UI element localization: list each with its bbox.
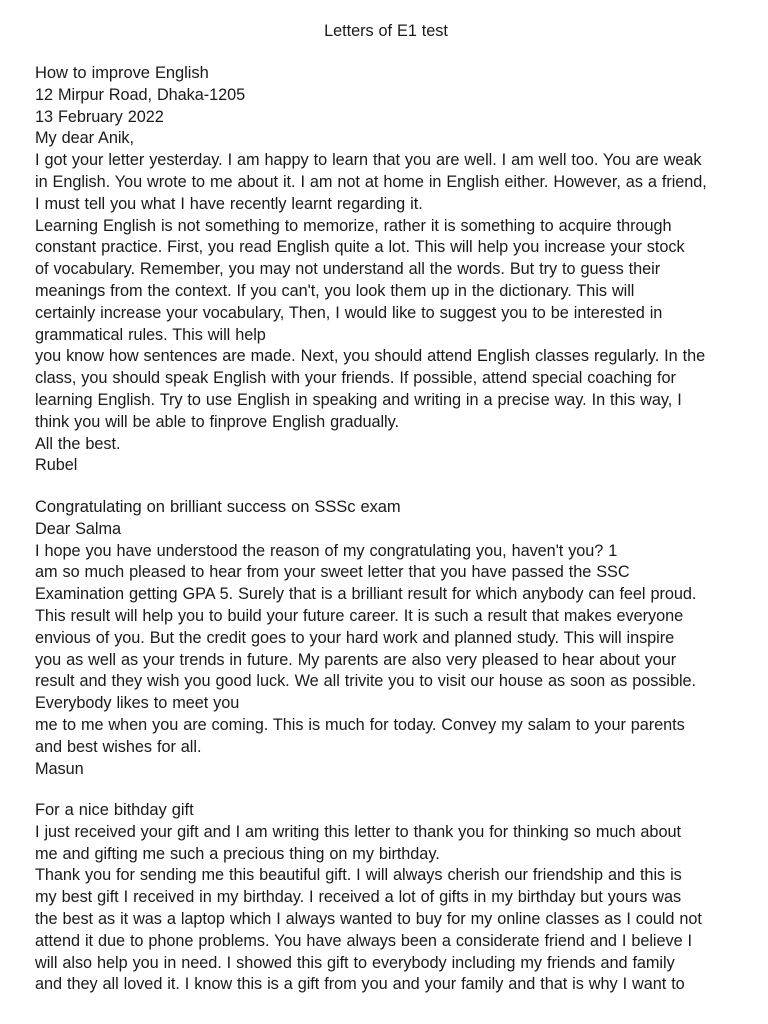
letter-line: me to me when you are coming. This is much for today. Convey my salam to your parents (35, 715, 685, 734)
letter-line: Everybody likes to meet you (35, 694, 240, 713)
letter-line: 12 Mirpur Road, Dhaka-1205 (35, 85, 246, 104)
letter-line: think you will be able to finprove English gradually. (35, 412, 399, 431)
document-title: Letters of E1 test (324, 22, 448, 40)
letter-line: certainly increase your vocabulary, Then, I would like to suggest you to be interested in (35, 303, 663, 322)
letter-line: I just received your gift and I am writing this letter to thank you for thinking so much about (35, 822, 681, 841)
letter-line: grammatical rules. This will help (35, 325, 266, 344)
letter-heading: Congratulating on brilliant success on SSSc exam (35, 498, 401, 516)
letter-heading: How to improve English (35, 64, 209, 82)
letter-line: attend it due to phone problems. You have always been a considerate friend and I believe I (35, 931, 693, 950)
letter-line: the best as it was a laptop which I always wanted to buy for my online classes as I could not (35, 909, 702, 928)
letter-line: I must tell you what I have recently learnt regarding it. (35, 194, 423, 213)
letter-line: I got your letter yesterday. I am happy to learn that you are well. I am well too. You are weak (35, 151, 702, 170)
letter-line: result and they wish you good luck. We all trivite you to visit our house as soon as possible. (35, 672, 697, 691)
letter-signature: Rubel (35, 456, 78, 475)
letter-line: Dear Salma (35, 519, 121, 538)
letter-line: All the best. (35, 434, 121, 453)
letter-line: Thank you for sending me this beautiful gift. I will always cherish our friendship and this is (35, 866, 682, 885)
letter-line: Learning English is not something to memorize, rather it is something to acquire through (35, 216, 672, 235)
letter-line: constant practice. First, you read English quite a lot. This will help you increase your stock (35, 238, 685, 257)
letter-heading: For a nice bithday gift (35, 801, 194, 819)
letter-line: Examination getting GPA 5. Surely that is a brilliant result for which anybody can feel proud. (35, 585, 697, 604)
letter-line: class, you should speak English with your friends. If possible, attend special coaching for (35, 369, 676, 388)
letter-line: you know how sentences are made. Next, you should attend English classes regularly. In the (35, 347, 706, 366)
letter-birthday-gift (35, 800, 702, 996)
letter-line: This result will help you to build your future career. It is such a result that makes everyone (35, 606, 684, 625)
letter-line: you as well as your trends in future. My parents are also very pleased to hear about your (35, 650, 677, 669)
letter-congratulating-success (35, 497, 696, 780)
letter-line: of vocabulary. Remember, you may not understand all the words. But try to guess their (35, 260, 661, 279)
letter-line: and best wishes for all. (35, 737, 202, 756)
letter-line: will also help you in need. I showed this gift to everybody including my friends and family (35, 953, 675, 972)
letter-improve-english (35, 63, 707, 477)
letter-line: learning English. Try to use English in speaking and writing in a precise way. In this way, I (35, 390, 682, 409)
letter-line: and they all loved it. I know this is a gift from you and your family and that is why I want to (35, 975, 685, 994)
letter-line: me and gifting me such a precious thing on my birthday. (35, 844, 440, 863)
letter-line: my best gift I received in my birthday. I received a lot of gifts in my birthday but yours was (35, 888, 682, 907)
letter-line: 13 February 2022 (35, 107, 164, 126)
letter-line: My dear Anik, (35, 129, 134, 148)
letter-signature: Masun (35, 759, 84, 778)
letter-line: meanings from the context. If you can't, you look them up in the dictionary. This will (35, 281, 635, 300)
letter-line: am so much pleased to hear from your sweet letter that you have passed the SSC (35, 563, 630, 582)
letter-line: I hope you have understood the reason of my congratulating you, haven't you? 1 (35, 541, 618, 560)
letter-line: in English. You wrote to me about it. I am not at home in English either. However, as a friend, (35, 172, 707, 191)
letter-line: envious of you. But the credit goes to your hard work and planned study. This will inspire (35, 628, 675, 647)
